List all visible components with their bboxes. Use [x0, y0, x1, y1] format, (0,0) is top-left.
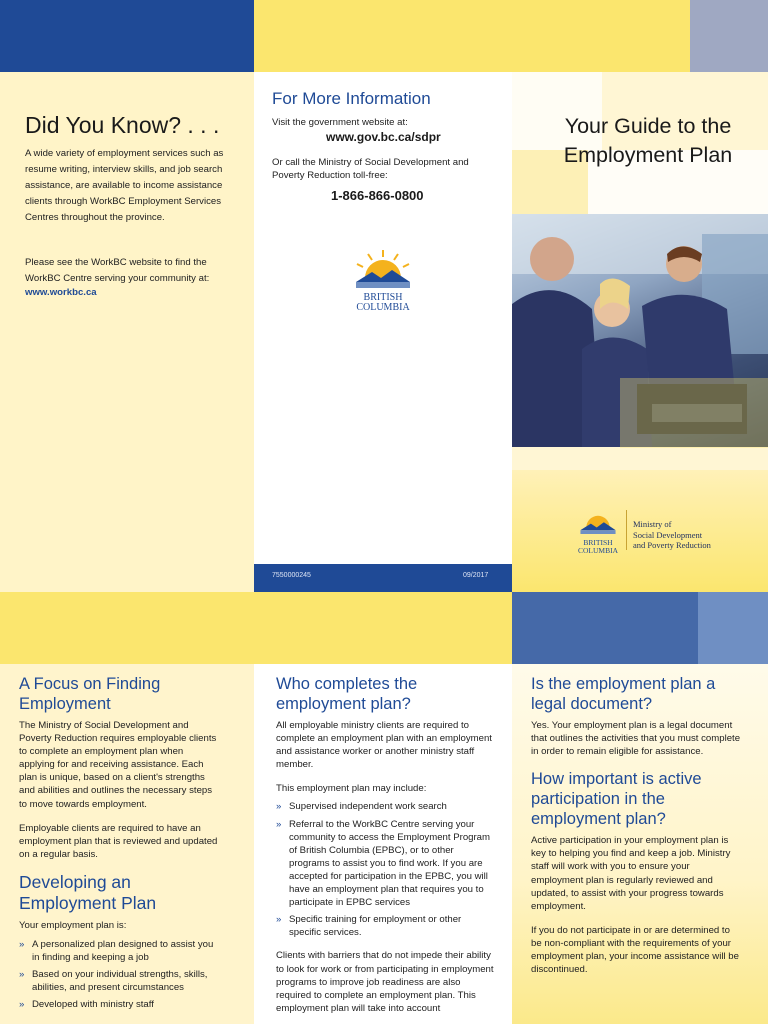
- ministry-name: [633, 519, 711, 551]
- list-item: » Developed with ministry staff: [19, 999, 154, 1011]
- bullet-mark: »: [19, 939, 25, 951]
- bullet-mark: »: [276, 801, 282, 813]
- did-you-know-para2: Please see the WorkBC website to find the WorkBC Centre serving your community at:: [25, 257, 210, 284]
- band-right-blue: [512, 592, 698, 664]
- bullet-mark: »: [276, 818, 282, 830]
- cover-title: Your Guide to the Employment Plan: [563, 114, 733, 167]
- more-info-title: For More Information: [272, 89, 431, 108]
- top-left-navy-block: [0, 0, 254, 72]
- bullet-mark: »: [276, 914, 282, 926]
- active-para2: If you do not participate in or are determined to be non-compliant with the requirements of your employment plan, your income assistance will be discontinued.: [531, 924, 739, 976]
- developing-title: Developing an Employment Plan: [19, 871, 157, 913]
- top-right-yellow-block: [512, 0, 690, 72]
- focus-title: A Focus on Finding Employment: [19, 675, 161, 713]
- more-info-panel: [254, 72, 512, 564]
- focus-section: [19, 674, 219, 1016]
- legal-title: Is the employment plan a legal document?: [531, 675, 716, 713]
- who-para1: All employable ministry clients are required to complete an employment plan with an employment and assistance worker or another ministry staff member.: [276, 720, 492, 771]
- who-para2: This employment plan may include:: [276, 783, 427, 795]
- call-text: Or call the Ministry of Social Development and Poverty Reduction toll-free:: [272, 157, 469, 181]
- active-title: How important is active participation in the employment plan?: [531, 770, 702, 829]
- cover-bc-logo-line2: COLUMBIA: [577, 546, 618, 555]
- ministry-line1: Ministry of: [633, 519, 672, 529]
- bc-sun-icon: [348, 248, 418, 288]
- list-item: » Supervised independent work search: [276, 801, 447, 813]
- workbc-link[interactable]: www.workbc.ca: [25, 287, 97, 298]
- bc-logo-line1: BRITISH: [363, 292, 403, 303]
- bc-logo-line2: COLUMBIA: [356, 302, 410, 313]
- who-title: Who completes the employment plan?: [276, 675, 418, 713]
- ministry-divider: [626, 510, 627, 550]
- form-footer-bar: [254, 564, 512, 592]
- band-mid-yellow: [254, 592, 512, 664]
- did-you-know-para1: A wide variety of employment services such as resume writing, interview skills, and job search assistance, are available to income assistance clients through WorkBC Employment Services Centres throughout the province.: [25, 148, 224, 223]
- bullet-mark: »: [19, 999, 25, 1011]
- developing-list: [19, 938, 219, 1011]
- focus-para1: The Ministry of Social Development and Poverty Reduction requires employable clients to complete an employment plan when applying for and receiving assistance. Each plan is unique, based on a client's strengths and abilities and outlines the necessary steps to move towards employment.: [19, 720, 217, 810]
- list-item: » Referral to the WorkBC Centre serving your community to access the Employment Program of British Columbia (EPBC), or to other programs to assist you to find work. If you are accepted for participation in the EPBC, you will have an employment plan that requires you to participate in EPBC services: [276, 818, 491, 909]
- who-para3: Clients with barriers that do not impede their ability to look for work or from participating in employment programs to improve job readiness are also required to complete an employment plan. This employment plan will take into account: [276, 950, 494, 1014]
- who-section: [276, 674, 494, 1024]
- list-item: » A personalized plan designed to assist you in finding and keeping a job: [19, 939, 214, 964]
- developing-intro: Your employment plan is:: [19, 919, 127, 931]
- cover-bc-logo-line1: BRITISH: [583, 538, 613, 547]
- ministry-line3: and Poverty Reduction: [633, 540, 711, 550]
- cover-bc-sun-icon: [574, 508, 622, 534]
- band-right-lightblue: [698, 592, 768, 664]
- bc-logo-text: [348, 293, 418, 313]
- form-number: 7550000245: [272, 572, 311, 579]
- phone-number: 1-866-866-0800: [331, 188, 424, 203]
- ministry-line2: Social Development: [633, 529, 703, 540]
- band-left-yellow: [0, 592, 254, 664]
- photo-yellow-overlay: [620, 378, 768, 448]
- who-list: [276, 800, 494, 939]
- bc-logo: [348, 248, 418, 312]
- gov-website-link[interactable]: www.gov.bc.ca/sdpr: [326, 130, 441, 144]
- bullet-mark: »: [19, 969, 25, 981]
- legal-para1: Yes. Your employment plan is a legal document that outlines the activities that you must complete in order to remain eligible for assistance.: [531, 720, 741, 758]
- list-item: » Based on your individual strengths, skills, abilities, and present circumstances: [19, 969, 208, 994]
- legal-section: [531, 674, 743, 987]
- top-right-grey-block: [690, 0, 768, 72]
- list-item: » Specific training for employment or other specific services.: [276, 914, 462, 939]
- form-date: 09/2017: [463, 572, 489, 579]
- cover-bc-logo: [574, 508, 622, 555]
- cover-bc-logo-text: [574, 539, 622, 555]
- visit-text: Visit the government website at:: [272, 117, 408, 128]
- active-para1: Active participation in your employment plan is key to helping you find and keep a job. Ministry staff will work with you to ensure your employment plan is regularly reviewed and updated, to assist with your progress towards employment.: [531, 835, 731, 912]
- top-mid-yellow-block: [254, 0, 512, 72]
- focus-para2: Employable clients are required to have an employment plan that is reviewed and updated on a regular basis.: [19, 822, 218, 860]
- did-you-know-title: Did You Know? . . .: [25, 112, 220, 138]
